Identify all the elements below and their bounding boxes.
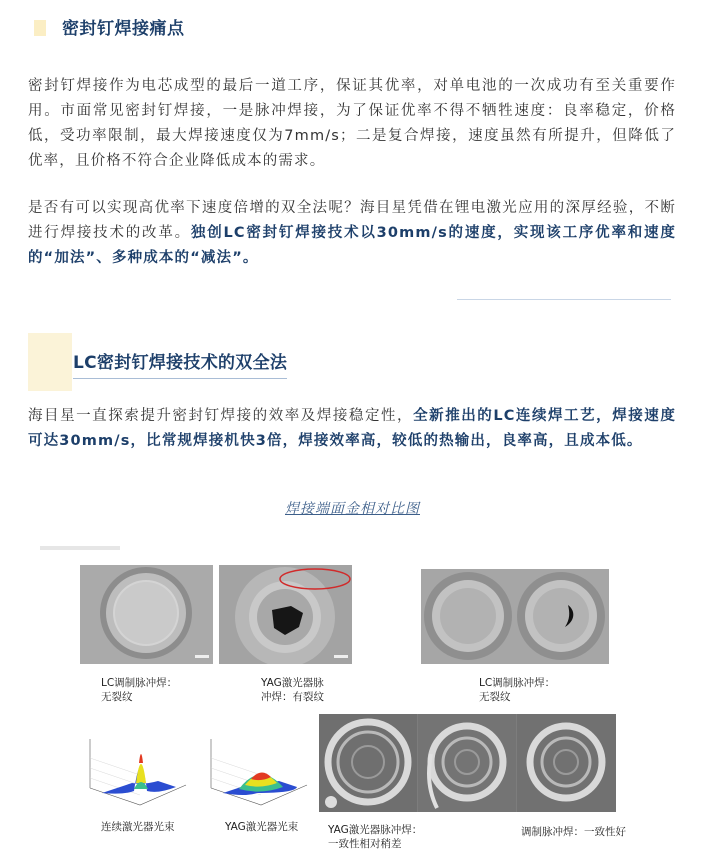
section-divider (457, 299, 671, 300)
label-lc-pulse-no-crack-2: LC调制脉冲焊： 无裂纹 (479, 677, 556, 703)
paragraph-lc-highlight: 全新推出的LC连续焊工艺，焊接速度可达30mm/s，比常规焊接机快3倍，焊接效率高，较低的热输出，良率高，且成本低。 (28, 408, 676, 449)
paragraph-lc-lead: 海目星一直探索提升密封钉焊接的效率及焊接稳定性， (28, 408, 414, 424)
photo-yag-pulse-art (219, 565, 352, 664)
plot-yag-beam-profile (205, 733, 311, 811)
figure-faded-header (40, 546, 120, 550)
paragraph-solution-highlight: 独创LC密封钉焊接技术以30mm/s的速度，实现该工序优率和速度的“加法”、多种成本的“减法”。 (28, 225, 676, 266)
heading-underline (73, 378, 287, 379)
photo-weld-ring-comparison (319, 714, 616, 812)
plot-continuous-beam-art (84, 733, 190, 811)
paragraph-lc-process (28, 404, 676, 454)
photo-lc-pulse-pair (421, 569, 609, 664)
heading-marker (34, 20, 46, 36)
paragraph-solution-lead: 是否有可以实现高优率下速度倍增的双全法呢？海目星凭借在锂电激光应用的深厚经验，不断进行焊接技术的改革。 (28, 200, 676, 241)
photo-lc-pulse-cross-section (80, 565, 213, 664)
label-continuous-beam: 连续激光器光束 (101, 821, 175, 833)
section-title-lc-tech: LC密封钉焊接技术的双全法 (73, 353, 288, 373)
label-yag-pulse-consistency: YAG激光器脉冲焊： 一致性相对稍差 (328, 824, 423, 850)
plot-continuous-beam-profile (84, 733, 190, 811)
heading-block-decoration (28, 333, 72, 391)
photo-yag-pulse-cross-section (219, 565, 352, 664)
label-lc-pulse-no-crack: LC调制脉冲焊： 无裂纹 (101, 677, 178, 703)
figure-caption: 焊接端面金相对比图 (285, 501, 420, 517)
label-yag-beam: YAG激光器光束 (225, 821, 299, 833)
label-mod-pulse-consistency: 调制脉冲焊：一致性好 (521, 826, 626, 838)
photo-weld-rings-art (319, 714, 616, 812)
paragraph-intro: 密封钉焊接作为电芯成型的最后一道工序，保证其优率，对单电池的一次成功有至关重要作用。市面常见密封钉焊接，一是脉冲焊接，为了保证优率不得不牺牲速度：良率稳定，价格低，受功率限制，最大焊接速度仅为7mm/s；二是复合焊接，速度虽然有所提升，但降低了优率，且价格不符合企业降低成本的需求。 (28, 78, 676, 169)
section-title-pain-points: 密封钉焊接痛点 (62, 19, 185, 39)
photo-lc-pulse-art (80, 565, 213, 664)
plot-yag-beam-art (205, 733, 311, 811)
label-yag-pulse-crack: YAG激光器脉 冲焊：有裂纹 (261, 677, 324, 703)
photo-lc-pulse-pair-art (421, 569, 609, 664)
paragraph-solution (28, 196, 676, 271)
